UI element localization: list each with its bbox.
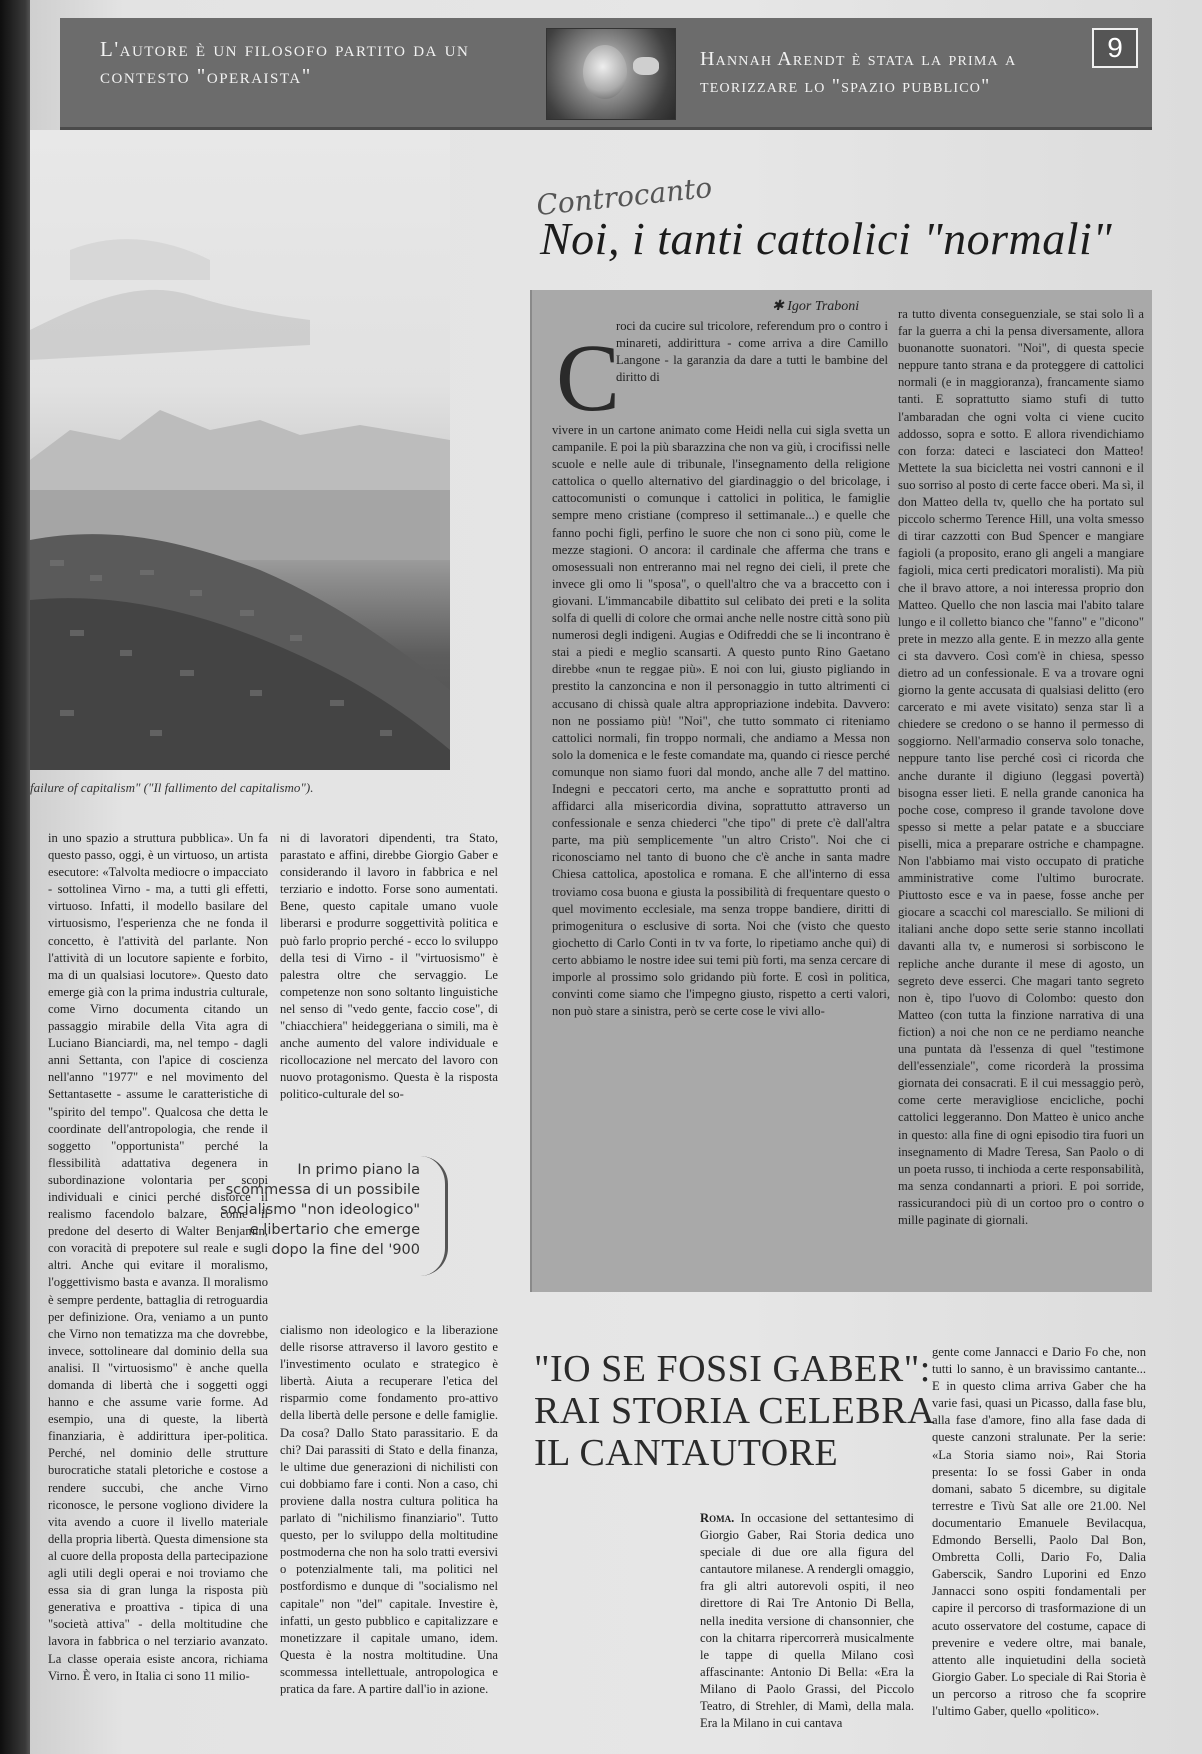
left-article-col2-bottom: cialismo non ideologico e la liberazione delle risorse attraverso il lavoro gestito e l'investimento oculato e strategico è libertà. Aiuta a recuperare l'etica del risparmio come fondamento pro-attivo della libertà delle persone e delle famiglie. Da cosa? Dallo Stato parassitario. E da chi? Dai parassiti di Stato e della finanza, le ultime due generazioni di nichilisti con cui dobbiamo fare i conti. Non a caso, chi proviene dalla nostra cultura politica ha parlato di "nichilismo finanziario". Tutto questo, per lo sviluppo della moltitudine postmoderna che non ha solo tratti eversivi o potenzialmente tali, ma politici nel postfordismo e dunque di "socialismo nel capitale" non "del" capitale. Investire è, infatti, un gesto pubblico e capitalizzare e monetizzare il capitale umano, idem. Questa è la nostra moltitudine. Una scommessa intellettuale, antropologica e pratica da fare. A partire dall'io in azione. bbox=[280, 1323, 498, 1696]
controcanto-col2: ra tutto diventa conseguenziale, se stai solo lì a far la guerra a chi la pensa diversamente, allora buonanotte suonatori. "Noi", di questa specie neppure tanto strana e da proteggere di cattolici normali (e in maggioranza), francamente siamo tanti. E soprattutto siamo stufi di tutto l'ambaradan che ogni volta ci viene cucito addosso, sopra e sotto. E allora rivendichiamo con forza: dateci e lasciateci don Matteo! Mettete la sua bicicletta nei vostri cannoni e il suo sorriso al posto di certe facce oberi. Ma sì, il don Matteo della tv, quello che ha portato sul piccolo schermo Terence Hill, una volta smesso di tirar cazzotti con Bud Spencer e mangiare fagioli (a proposito, erano gli angeli a mangiare fagioli, mica certi predicatori moralisti). Ma più che il bravo attore, a noi interessa proprio don Matteo. Quello che non lascia mai l'abito talare lungo e il colletto bianco che "fanno" e "dicono" prete in mezzo alla gente. E in mezzo alla gente ci sta davvero. Così com'è in chiesa, spesso dietro ad un confessionale. E va a trovare ogni giorno la gente accusata di qualsiasi delitto (ero carcerato e mi avete visitato) senza star lì a chiedere se credono o se hanno il permesso di soggiorno. Nell'armadio conserva solo tonache, neppure tanto lise perché così ci ricorda che anche durante il digiuno (leggasi povertà) bisogna esser lieti. E nella grande canonica ha poche cose, compreso il grande tavolone dove spesso si mette a pelar patate e a sbucciare piselli, mica a preparare ostriche e champagne. Non l'abbiamo mai visto occupato di pratiche amministrative come l'ultimo burocrate. Piuttosto esce e va in paese, fosse anche per giocare a scacchi col maresciallo. Se milioni di italiani anche dopo sette serie stanno incollati davanti alla tv, e numerosi si sorbiscono le repliche anche durante il mese di agosto, un segreto deve esserci. Che magari tanto segreto non è, tipo l'uovo di Colombo: questo don Matteo (con tutta la finzione narrativa di una fiction) a noi che non ce ne perdiamo neanche una puntata dà l'essenza di quel "testimone dell'essenziale", come ricorderà la prossima giornata dei consacrati. E il cui messaggio però, come certe meravigliose encicliche, pochi cattolici leggeranno. Don Matteo è unico anche in questo: alla fine di ogni episodio tira fuori un insegnamento di Madre Teresa, San Paolo o di un poeta russo, ti inchioda a certe responsabilità, ma senza condannarti a priori. E poi sorride, rassicurandoci più di un cortoo pro o contro o mille paginate di giornali. bbox=[898, 307, 1144, 1227]
gaber-dateline: Roma. bbox=[700, 1511, 735, 1525]
author-name: Igor Traboni bbox=[787, 299, 860, 314]
controcanto-col1-top: roci da cucire sul tricolore, referendum pro o contro i minareti, addirittura - come arriva a dire Camillo Langone - la garanzia da dare a tutti le bambine del diritto di bbox=[616, 319, 888, 385]
capitalism-painting bbox=[30, 130, 450, 770]
controcanto-label: Controcanto bbox=[534, 170, 714, 223]
gaber-col2: gente come Jannacci e Dario Fo che, non tutti lo sanno, è un bravissimo cantante... E in questo clima arriva Gaber che ha varie fasi, quasi un Picasso, dalla fase blu, alla fase d'amore, fino alla fase dada di queste canzoni stralunate. Per la serie: «La Storia siamo noi», Rai Storia presenta: Io se fossi Gaber in onda domani, sabato 5 dicembre, su digitale terrestre e Tivù Sat alle ore 21.00. Nel documentario Emanuele Bevilacqua, Edmondo Berselli, Paolo Dal Bon, Ombretta Colli, Dario Fo, Dalia Gaberscik, Sandro Luporini ed Enzo Jannacci sono ospiti fondamentali per capire il percorso di trasformazione di un acuto osservatore del costume, capace di prevenire e vedere oltre, mai banale, attento alle inquietudini della società Giorgio Gaber. Lo speciale di Rai Storia è un percorso a ritroso che fa scoprire l'ultimo Gaber, quello «politico». bbox=[932, 1345, 1146, 1718]
painting-illustration bbox=[30, 130, 450, 770]
controcanto-author: ✱ Igor Traboni bbox=[772, 299, 860, 314]
header-left-headline: L'autore è un filosofo partito da un contesto "operaista" bbox=[100, 37, 470, 88]
portrait-hand bbox=[633, 57, 659, 75]
gaber-headline: "IO SE FOSSI GABER": RAI STORIA CELEBRA IL CANTAUTORE bbox=[534, 1348, 933, 1474]
header-right-headline: Hannah Arendt è stata la prima a teorizzare lo "spazio pubblico" bbox=[700, 48, 1017, 97]
page-header bbox=[60, 18, 1152, 130]
pull-quote-bracket bbox=[420, 1156, 448, 1276]
dropcap-letter: C bbox=[556, 324, 621, 431]
controcanto-col1-body: vivere in un cartone animato come Heidi nella cui sigla svetta un campanile. E poi la più sbarazzina che non va giù, i crocifissi nelle scuole e nelle aule di tribunale, l'insegnamento della religione cattolica o quello alternativo del giardinaggio o del bricolage, i cattocomunisti o comunque i cattolici in politica, le famiglie sempre meno cristiane (compreso il settimanale...) e quelle che fanno pochi figli, perfino le suore che non ci sono più, come le mezze stagioni. O ancora: il cardinale che afferma che trans e omosessuali non entreranno mai nel regno dei cieli, il prete che invece gli omo li "sposa", o quell'altro che va a braccetto con i giovani. L'immancabile dibattito sul celibato dei preti e la solita solfa di quelli di colore che ormai anche nelle nostre città sono più numerosi degli indigeni. Augias e Odifreddi che se li incontrano è stai a piedi e meglio scansarti. A questo punto Rino Gaetano direbbe «nun te reggae più». E noi con lui, giusto pigliando in prestito la canzoncina e non il personaggio in tutto altrimenti ci accusano di chissà quale altra appropriazione indebita. Davvero: non ne possiamo più! "Noi", che tutto sommato ci riteniamo cattolici normali, fin troppo normali, che andiamo a Messa non solo la domenica e le feste comandate ma, quando ci riesce perché comunque non siamo fuori dal mondo, anche alle 7 del mattino. Indegni e peccatori certo, ma anche e soprattutto pronti ad affidarci alla misericordia divina, soprattutto attraverso un confessionale e senza chiederci "che tipo" di prete c'è dall'altra parte, ma più semplicemente "un altro Cristo". Noi che ci riconosciamo nel tanto di buono che c'è anche in santa madre Chiesa cattolica, apostolica e romana. E che all'interno di essa troviamo cosa buona e giusta la possibilità di frequentare questo o quel movimento ecclesiale, ma senza troppe bandiere, diritti di primogenitura o esclusive di sorta. Noi che (visto che questo giochetto di Carlo Conti in tv va forte, lo ripetiamo anche qui) di certo abbiamo le nostre idee sui temi più forti, ma senza cercare di imporle al prossimo solo gridando più forte. E così in politica, convinti come siamo che l'impegno giusto, rispetto a certi valori, non può stare a sinistra, però se certe cose le vivi allo- bbox=[552, 423, 890, 1019]
hannah-arendt-photo bbox=[546, 28, 676, 120]
left-article-col2-top: ni di lavoratori dipendenti, tra Stato, parastato e affini, direbbe Giorgio Gaber e considerando il lavoro in fabbrica e nel terziario e indotto. Forse sono aumentati. Bene, questo capitale umano vuole liberarsi e produrre soggettività politica e può farlo proprio perché - ecco lo sviluppo della tesi di Virno - il "virtuosismo" è palestra oltre che servaggio. Le competenze non sono soltanto linguistiche nel senso di "vedo gente, faccio cose", di "chiacchiera" heideggeriana o simili, ma è anche aumento del valore individuale e ricollocazione nel mercato del lavoro con nuovo protagonismo. Questa è la risposta politico-culturale del so- bbox=[280, 831, 498, 1102]
painting-caption: failure of capitalism" ("Il fallimento del capitalismo"). bbox=[30, 780, 314, 795]
controcanto-title: Noi, i tanti cattolici "normali" bbox=[540, 213, 1113, 264]
pull-quote: In primo piano la scommessa di un possibile socialismo "non ideologico" e libertario che emerge dopo la fine del '900 bbox=[220, 1162, 420, 1258]
left-article-col1: in uno spazio a struttura pubblica». Un fa questo passo, oggi, è un virtuoso, un artista esecutore: «Talvolta mediocre o impacciato - sottolinea Virno - ma, a tutti gli effetti, virtuoso. Infatti, il modello basilare del virtuosismo, l'esperienza che ne fonda il concetto, è l'attività del parlante. Non l'attività di un locutore sapiente e forbito, ma di un qualsiasi locutore». Questo dato emerge già con la prima industria culturale, come Virno documenta citando un passaggio mirabile della Vita agra di Luciano Bianciardi, ma, nel tempo - dagli anni Settanta, con l'apice di coscienza nell'anno "1977" e nel movimento del Settantasette - assume le caratteristiche di "spirito del tempo". Qualcosa che detta le coordinate dell'antropologia, che rende il soggetto "opportunista" perché la flessibilità adattativa degenera in subordinazione volontaria per scopi individuali e cinici perché distorce il realismo facendolo balzare, come il predone del deserto di Walter Benjamin, con voracità di prepotere sul reale e sugli altri. Anche qui evitare il moralismo, l'oggettivismo basta e avanza. Il moralismo è sempre perdente, battaglia di retroguardia per definizione. Ora, veniamo a un punto che Virno non tematizza ma che dovrebbe, invece, sottolineare dal dominio della sua analisi. Il "virtuosismo" è anche quella domanda di libertà che i soggetti oggi hanno e che assume varie forme. Ad esempio, una di queste, la libertà finanziaria, è addirittura iper-politica. Perché, nel dominio delle strutture burocratiche statali pletoriche e costose a rendere succubi, che anche Virno riconosce, le persone vogliono dividere la vita avendo a cuore il livello materiale della propria libertà. Questa dimensione sta al cuore della proposta della partecipazione agli utili degli operai e noi troviamo che essa sia di gran lunga la risposta più generativa e proattiva - tipica di una "società attiva" - della moltitudine che lavora in fabbrica o nel terziario avanzato. La classe operaia esiste ancora, richiama Virno. È vero, in Italia ci sono 11 milio- bbox=[48, 831, 268, 1683]
page-number: 9 bbox=[1092, 28, 1138, 68]
portrait-face bbox=[583, 45, 627, 99]
gaber-col1 bbox=[700, 1510, 914, 1746]
gaber-col1-text: In occasione del settantesimo di Giorgio Gaber, Rai Storia dedica uno speciale di due ore alla figura del cantautore milanese. A rendergli omaggio, fra gli altri autorevoli ospiti, il neo direttore di Rai Tre Antonio Di Bella, nella inedita versione di chansonnier, che con la chitarra ripercorrerà musicalmente le tappe di quella Milano così affascinante: Antonio Di Bella: «Era la Milano di Paolo Grassi, del Piccolo Teatro, di Strehler, di Mamì, della mala. Era la Milano in cui cantava bbox=[700, 1511, 914, 1731]
